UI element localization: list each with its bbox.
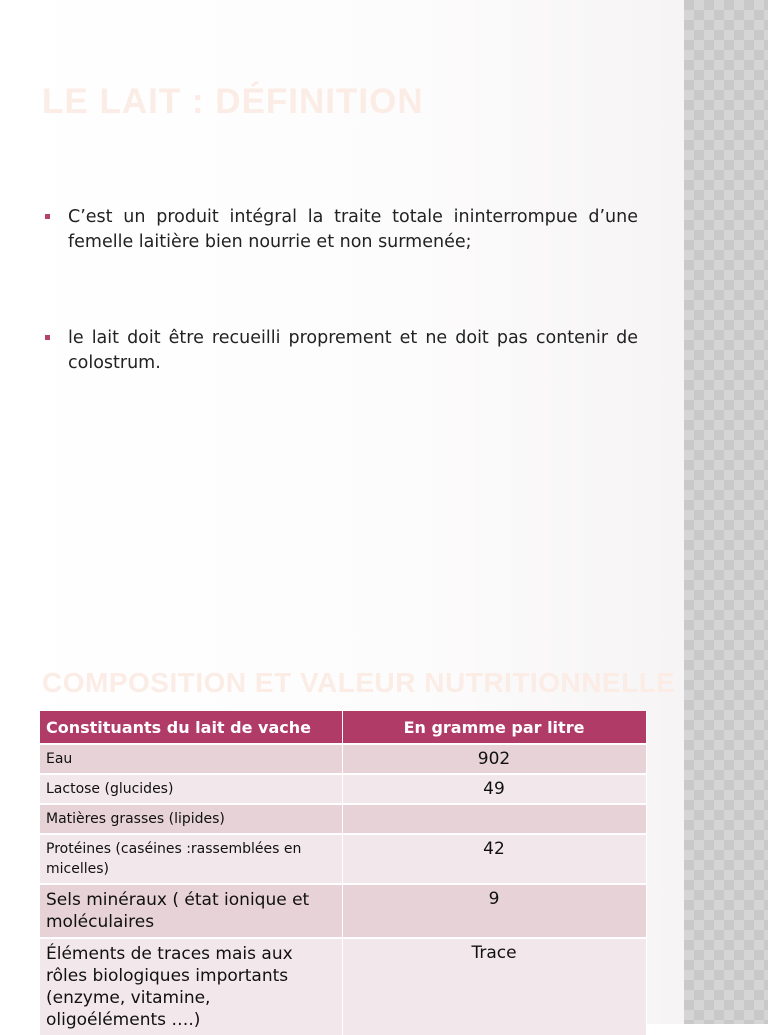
row-value: 9 — [342, 884, 646, 938]
table-header-row — [40, 711, 646, 744]
row-value: 49 — [342, 774, 646, 804]
square-bullet-icon — [45, 335, 50, 340]
bullet-text: le lait doit être recueilli proprement et ne doit pas contenir de colostrum. — [68, 328, 638, 373]
row-value: 42 — [342, 834, 646, 884]
bullet-item — [44, 326, 638, 376]
table-row — [40, 834, 646, 884]
composition-table — [40, 711, 647, 1035]
square-bullet-icon — [45, 214, 50, 219]
column-header-grams-per-litre: En gramme par litre — [342, 711, 646, 744]
slide-title: LE LAIT : DÉFINITION — [42, 82, 424, 121]
bullet-item — [44, 205, 638, 255]
row-label: Sels minéraux ( état ionique et moléculaires — [40, 884, 342, 938]
row-label: Lactose (glucides) — [40, 774, 342, 804]
row-label: Éléments de traces mais aux rôles biologiques importants (enzyme, vitamine, oligoéléments ….) — [40, 938, 342, 1035]
row-value: 902 — [342, 744, 646, 774]
table-row — [40, 744, 646, 774]
table-row — [40, 884, 646, 938]
row-label: Matières grasses (lipides) — [40, 804, 342, 834]
bullet-list — [44, 205, 638, 376]
row-label: Protéines (caséines :rassemblées en micelles) — [40, 834, 342, 884]
row-value: Trace — [342, 938, 646, 1035]
column-header-constituents: Constituants du lait de vache — [40, 711, 342, 744]
row-label: Eau — [40, 744, 342, 774]
table-row — [40, 804, 646, 834]
bullet-text: C’est un produit intégral la traite totale ininterrompue d’une femelle laitière bien nourrie et non surmenée; — [68, 207, 638, 252]
table-row — [40, 938, 646, 1035]
row-value — [342, 804, 646, 834]
table-row — [40, 774, 646, 804]
section-title: COMPOSITION ET VALEUR NUTRITIONNELLE — [42, 667, 676, 698]
decorative-side-band — [684, 0, 768, 1024]
